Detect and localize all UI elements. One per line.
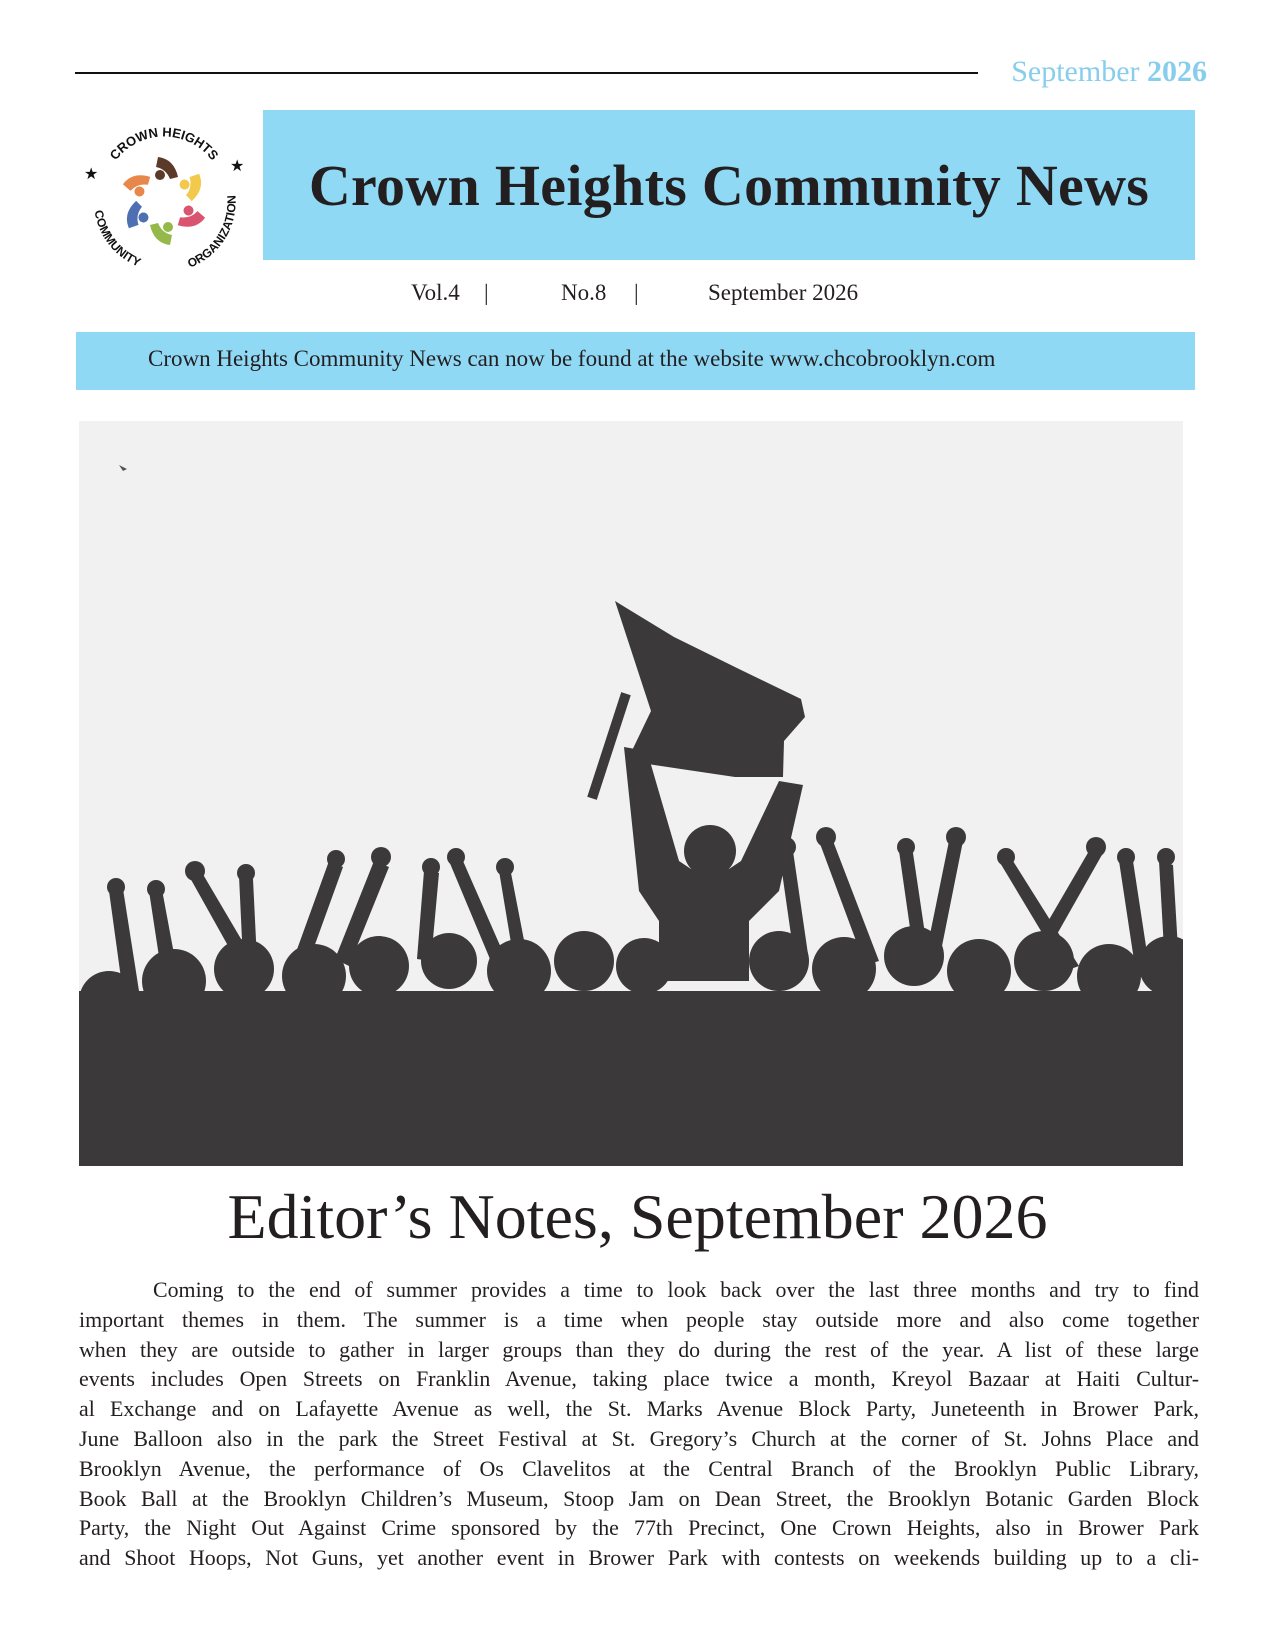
article-headline: Editor’s Notes, September 2026 <box>227 1181 1048 1252</box>
header-date-month: September <box>1011 55 1140 88</box>
separator: | <box>634 280 639 305</box>
top-rule <box>75 72 978 74</box>
hero-image <box>79 421 1183 1166</box>
logo-star-right: ★ <box>230 158 245 175</box>
article-body-line: when they are outside to gather in larger groups than they do during the rest of the year. A list of these large <box>79 1336 1199 1362</box>
logo-left-text: COMMUNITY <box>91 208 144 270</box>
header-date <box>1011 55 1207 89</box>
article-body <box>79 1275 1199 1573</box>
issue-date: September 2026 <box>708 280 859 305</box>
header-date-year: 2026 <box>1147 55 1207 88</box>
separator: | <box>484 280 489 305</box>
article-body-line: Party, the Night Out Against Crime sponsored by the 77th Precinct, One Crown Heights, also in Brower Park <box>79 1515 1199 1541</box>
crown-heights-community-organization-logo <box>78 115 250 287</box>
logo-right-text: ORGANIZATION <box>185 195 239 271</box>
article-body-line: Coming to the end of summer provides a time to look back over the last three months and try to find <box>153 1277 1199 1302</box>
article-body-line: events includes Open Streets on Franklin Avenue, taking place twice a month, Kreyol Bazaar at Haiti Cultur- <box>79 1366 1199 1392</box>
logo-top-text: CROWN HEIGHTS <box>106 124 222 163</box>
article-body-line: Brooklyn Avenue, the performance of Os Clavelitos at the Central Branch of the Brooklyn Public Library, <box>79 1455 1199 1481</box>
issue-number: No.8 <box>561 280 607 305</box>
article-body-line: June Balloon also in the park the Street Festival at St. Gregory’s Church at the corner of St. Johns Place and <box>79 1425 1199 1451</box>
article-body-line: important themes in them. The summer is a time when people stay outside more and also come together <box>79 1306 1199 1332</box>
article-body-line: and Shoot Hoops, Not Guns, yet another event in Brower Park with contests on weekends building up to a cli- <box>79 1545 1199 1571</box>
logo-star-left: ★ <box>84 166 99 183</box>
article-body-line: al Exchange and on Lafayette Avenue as well, the St. Marks Avenue Block Party, Juneteenth in Brower Park, <box>79 1396 1199 1422</box>
volume: Vol.4 <box>411 280 460 305</box>
website-notice: Crown Heights Community News can now be found at the website www.chcobrooklyn.com <box>148 346 996 371</box>
masthead <box>263 110 1195 260</box>
newsletter-title: Crown Heights Community News <box>308 152 1150 218</box>
article-body-line: Book Ball at the Brooklyn Children’s Museum, Stoop Jam on Dean Street, the Brooklyn Botanic Garden Block <box>79 1485 1199 1511</box>
website-banner <box>76 332 1195 390</box>
